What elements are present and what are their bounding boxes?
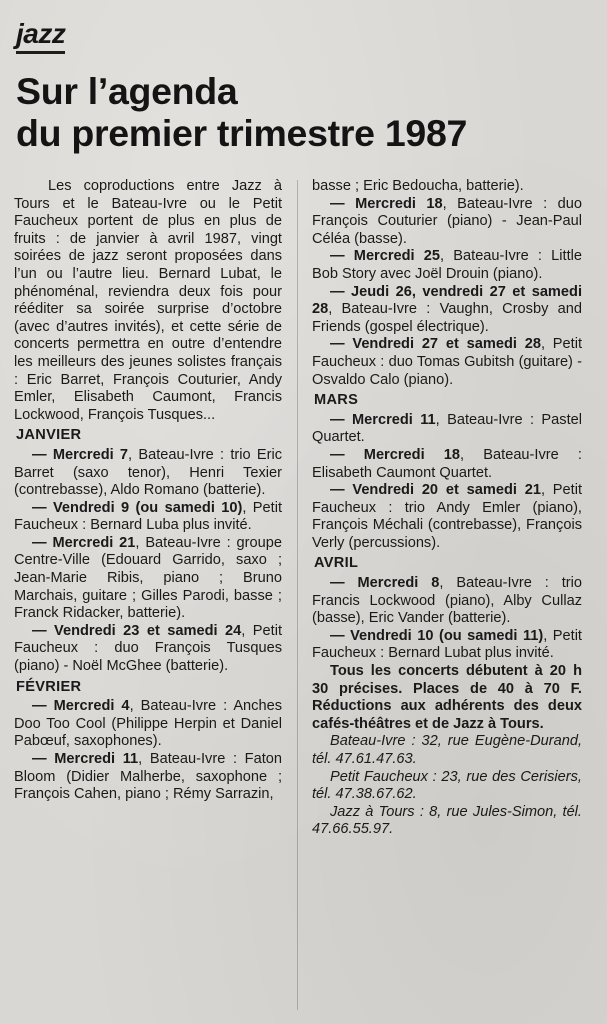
month-heading-mars: MARS xyxy=(314,392,359,409)
concert-entry xyxy=(14,500,282,535)
concert-entry xyxy=(312,336,582,389)
entry-date: — Mercredi 4 xyxy=(32,698,130,715)
concert-entry xyxy=(14,623,282,676)
entry-date: — Vendredi 27 et samedi 28 xyxy=(330,336,541,353)
concert-entry xyxy=(312,447,582,482)
entry-date: — Mercredi 18 xyxy=(330,195,443,212)
entry-text: , Petit Faucheux : duo Tomas Gubitsh (guitare) - Osvaldo Calo (piano). xyxy=(312,336,583,388)
concert-entry xyxy=(312,284,582,337)
article-headline xyxy=(16,70,596,154)
entry-text: , Bateau-Ivre : trio Francis Lockwood (piano), Alby Cullaz (basse), Eric Vander (batterie). xyxy=(312,575,582,627)
column-divider xyxy=(297,180,298,1010)
concert-entry xyxy=(312,575,582,628)
entry-text: , Bateau-Ivre : duo François Couturier (piano) - Jean-Paul Céléa (basse). xyxy=(312,195,582,247)
entry-text: , Petit Faucheux : Bernard Luba plus invité. xyxy=(14,499,283,534)
entry-text: , Bateau-Ivre : trio Eric Barret (saxo tenor), Henri Texier (contrebasse), Aldo Romano (batterie). xyxy=(14,446,282,499)
entry-date: — Mercredi 7 xyxy=(32,446,129,463)
concert-entry xyxy=(312,628,582,663)
entry-date: — Vendredi 23 et samedi 24 xyxy=(32,622,242,639)
entry-date: — Mercredi 11 xyxy=(32,751,139,767)
concert-entry xyxy=(312,248,582,283)
concert-entry xyxy=(14,535,282,623)
concert-entry xyxy=(312,196,582,249)
concert-entry xyxy=(312,482,582,552)
venue-name: Bateau-Ivre xyxy=(330,733,406,750)
entry-date: — Mercredi 25 xyxy=(330,248,441,265)
entry-text: , Petit Faucheux : Bernard Lubat plus invité. xyxy=(312,627,582,662)
entry-text: , Bateau-Ivre : Faton Bloom (Didier Malherbe, saxophone ; François Cahen, piano ; Rémy Sarrazin, xyxy=(14,751,282,803)
entry-text: , Bateau-Ivre : Anches Doo Too Cool (Philippe Herpin et Daniel Pabœuf, saxophones). xyxy=(14,698,282,750)
left-column xyxy=(14,178,282,804)
entry-text: , Bateau-Ivre : Elisabeth Caumont Quartet. xyxy=(312,446,582,481)
venue-details: : 32, rue Eugène-Durand, tél. 47.61.47.63. xyxy=(312,733,582,767)
headline-line-2: du premier trimestre 1987 xyxy=(16,112,468,154)
concert-entry xyxy=(14,447,282,500)
entry-text: , Bateau-Ivre : groupe Centre-Ville (Edouard Garrido, saxo ; Jean-Marie Ribis, piano ; Bruno Marchais, guitare ; Gilles Parodi, basse ; Franck Ridacker, batterie). xyxy=(14,534,282,622)
intro-paragraph: Les coproductions entre Jazz à Tours et le Bateau-Ivre ou le Petit Faucheux portent de plus en plus de fruits : de janvier à avril 1987, vingt soirées de jazz seront proposées dans l’un ou l’autre lieu. Bernard Lubat, le phénoménal, reviendra deux fois pour rééditer sa soirée surprise d’octobre (avec d’autres invités), et cette série de concerts permettra en outre d’entendre les meilleurs des jeunes solistes français : Eric Barret, François Couturier, Andy Emler, Elisabeth Caumont, Francis Lockwood, François Tusques... xyxy=(14,178,282,423)
entry-text: , Bateau-Ivre : Pastel Quartet. xyxy=(312,411,582,446)
headline-line-1: Sur l’agenda xyxy=(16,70,238,112)
venue-address xyxy=(312,733,582,768)
venue-address xyxy=(312,804,582,839)
entry-date: — Mercredi 8 xyxy=(330,575,440,592)
entry-text: , Bateau-Ivre : Little Bob Story avec Joël Drouin (piano). xyxy=(312,248,582,282)
entry-date: — Vendredi 20 et samedi 21 xyxy=(330,482,541,499)
practical-info: Tous les concerts débutent à 20 h 30 précises. Places de 40 à 70 F. Réductions aux adhérents des deux cafés-théâtres et de Jazz à Tours. xyxy=(312,663,582,732)
entry-date: — Vendredi 10 (ou samedi 11) xyxy=(330,627,544,644)
right-column xyxy=(312,178,582,839)
concert-entry xyxy=(14,751,282,804)
continued-text: basse ; Eric Bedoucha, batterie). xyxy=(312,178,524,194)
venue-details: : 8, rue Jules-Simon, tél. 47.66.55.97. xyxy=(312,803,582,838)
venue-name: Jazz à Tours xyxy=(330,803,415,820)
concert-entry xyxy=(14,698,282,751)
concert-entry xyxy=(312,412,582,447)
section-rubric: jazz xyxy=(16,18,65,54)
venue-address xyxy=(312,769,582,804)
month-heading-janvier: JANVIER xyxy=(16,427,82,444)
entry-text: , Petit Faucheux : trio Andy Emler (piano), François Méchali (contrebasse), François Verly (percussions). xyxy=(312,482,583,551)
month-heading-fevrier: FÉVRIER xyxy=(16,678,82,695)
venue-details: : 23, rue des Cerisiers, tél. 47.38.67.62. xyxy=(312,768,582,803)
entry-date: — Mercredi 11 xyxy=(330,411,436,428)
month-heading-avril: AVRIL xyxy=(314,555,359,572)
entry-date: — Mercredi 21 xyxy=(32,534,136,551)
entry-date: — Vendredi 9 (ou samedi 10) xyxy=(32,499,243,516)
entry-date: — Mercredi 18 xyxy=(330,446,461,463)
venue-name: Petit Faucheux xyxy=(330,768,428,785)
entry-date: — Jeudi 26, vendredi 27 et samedi 28 xyxy=(312,283,582,318)
entry-text: , Petit Faucheux : duo François Tusques (piano) - Noël McGhee (batterie). xyxy=(14,622,282,675)
entry-text: , Bateau-Ivre : Vaughn, Crosby and Friends (gospel électrique). xyxy=(312,301,582,335)
